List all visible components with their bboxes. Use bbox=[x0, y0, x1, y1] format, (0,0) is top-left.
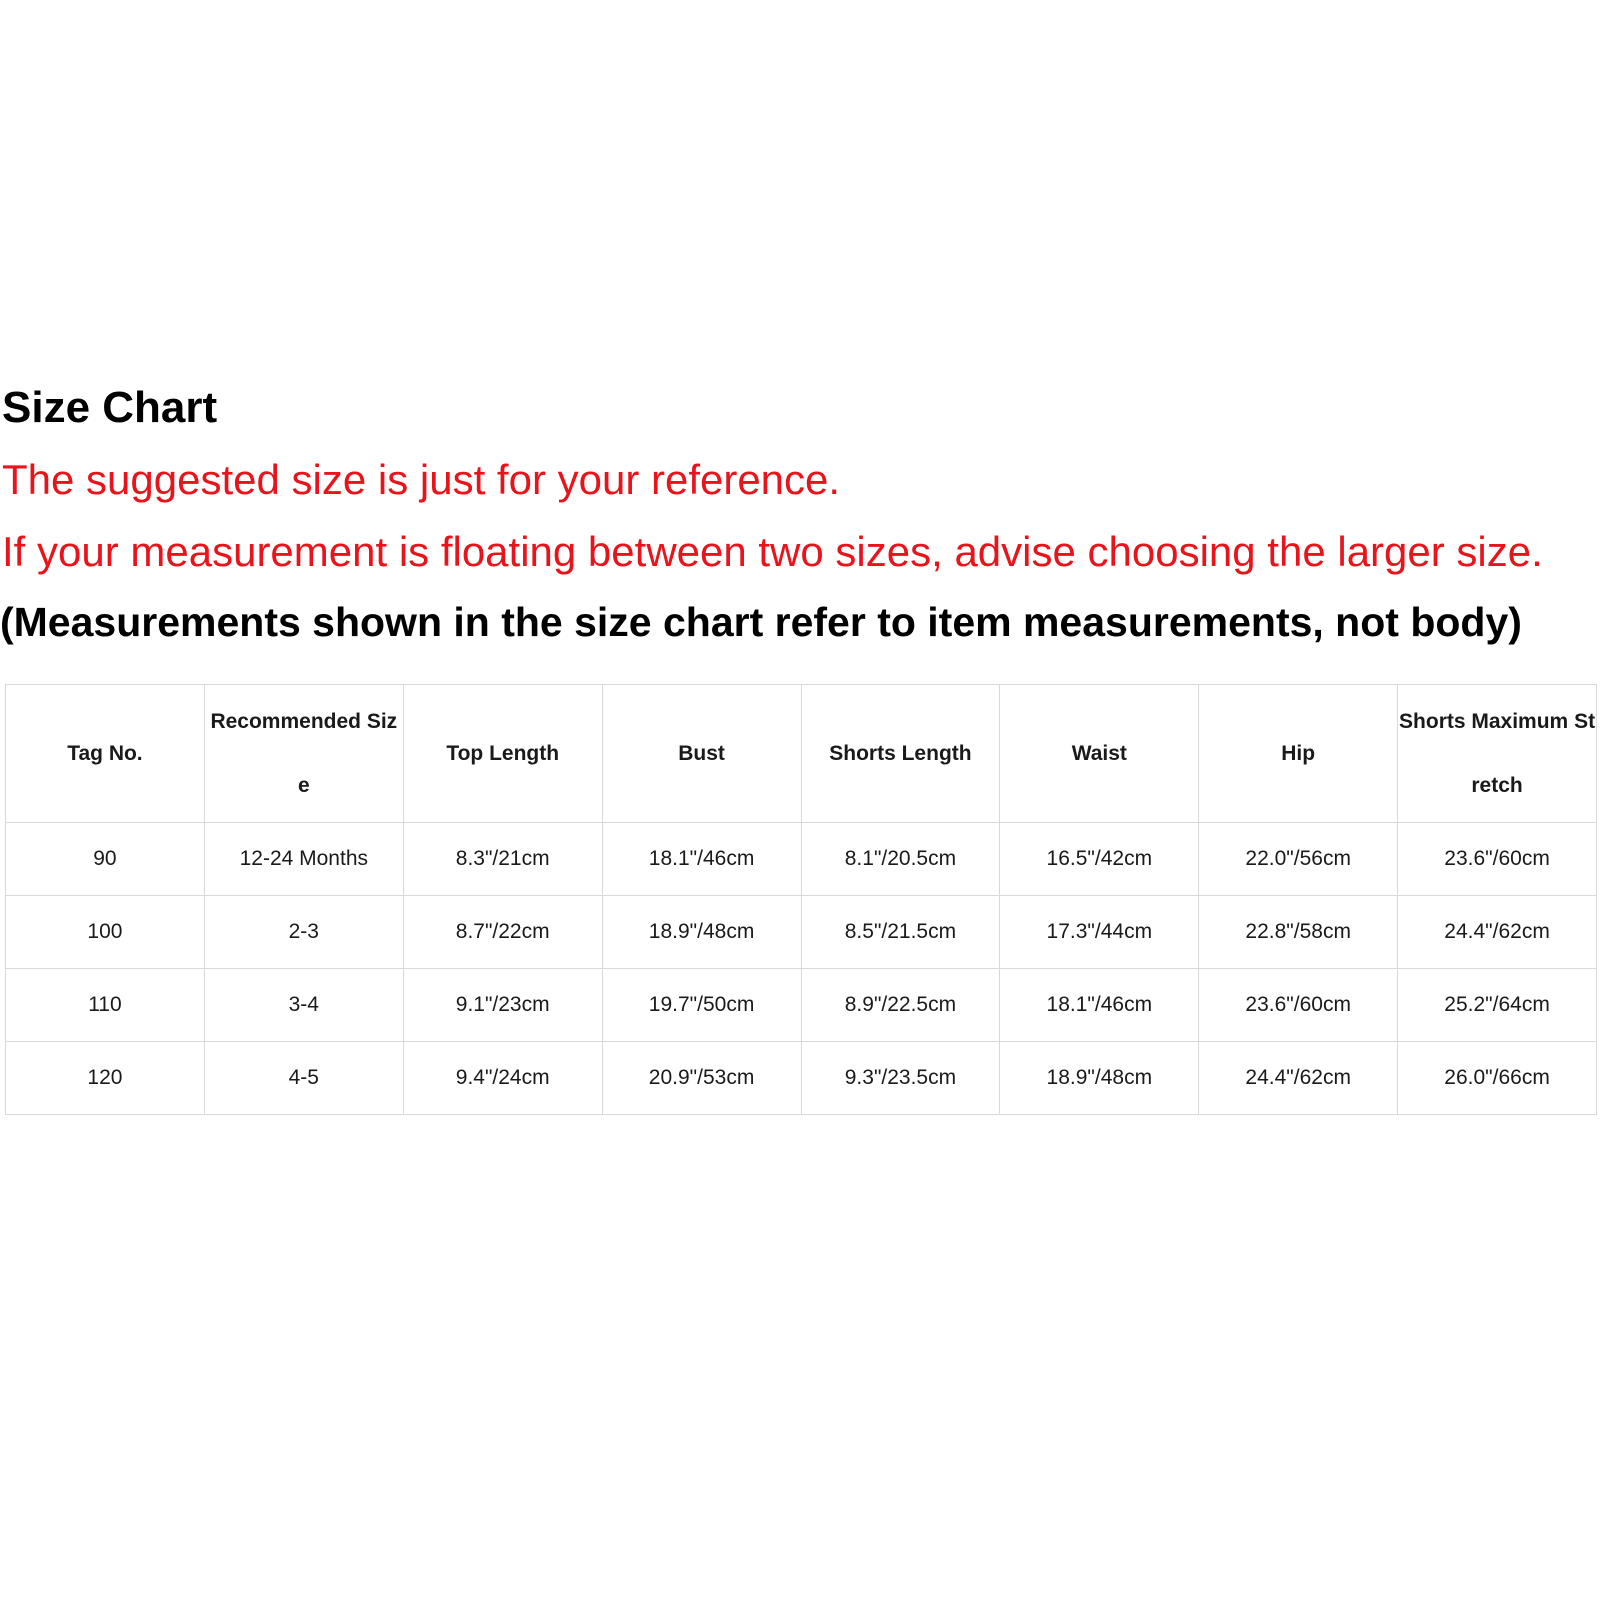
table-cell: 18.9"/48cm bbox=[602, 896, 801, 969]
reference-note: The suggested size is just for your reference. bbox=[2, 456, 841, 503]
sizing-advice-note: If your measurement is floating between two sizes, advise choosing the larger size. bbox=[2, 528, 1543, 575]
table-cell: 22.8"/58cm bbox=[1199, 896, 1398, 969]
header-top-length: Top Length bbox=[403, 685, 602, 823]
table-cell: 26.0"/66cm bbox=[1398, 1042, 1597, 1115]
table-cell: 24.4"/62cm bbox=[1199, 1042, 1398, 1115]
table-cell: 22.0"/56cm bbox=[1199, 823, 1398, 896]
table-cell: 16.5"/42cm bbox=[1000, 823, 1199, 896]
header-waist: Waist bbox=[1000, 685, 1199, 823]
table-cell: 19.7"/50cm bbox=[602, 969, 801, 1042]
header-recommended-size: Recommended Size bbox=[204, 685, 403, 823]
table-cell: 20.9"/53cm bbox=[602, 1042, 801, 1115]
table-row bbox=[6, 896, 1597, 969]
table-cell: 18.9"/48cm bbox=[1000, 1042, 1199, 1115]
table-cell: 9.3"/23.5cm bbox=[801, 1042, 1000, 1115]
table-cell: 25.2"/64cm bbox=[1398, 969, 1597, 1042]
table-row bbox=[6, 1042, 1597, 1115]
table-cell: 90 bbox=[6, 823, 205, 896]
header-tag-no: Tag No. bbox=[6, 685, 205, 823]
table-cell: 23.6"/60cm bbox=[1398, 823, 1597, 896]
table-cell: 18.1"/46cm bbox=[602, 823, 801, 896]
table-cell: 120 bbox=[6, 1042, 205, 1115]
table-row bbox=[6, 969, 1597, 1042]
table-cell: 17.3"/44cm bbox=[1000, 896, 1199, 969]
table-row bbox=[6, 823, 1597, 896]
table-cell: 8.1"/20.5cm bbox=[801, 823, 1000, 896]
table-cell: 8.5"/21.5cm bbox=[801, 896, 1000, 969]
table-cell: 8.3"/21cm bbox=[403, 823, 602, 896]
table-cell: 12-24 Months bbox=[204, 823, 403, 896]
table-cell: 100 bbox=[6, 896, 205, 969]
table-cell: 3-4 bbox=[204, 969, 403, 1042]
table-cell: 4-5 bbox=[204, 1042, 403, 1115]
size-table bbox=[5, 684, 1597, 1115]
header-hip: Hip bbox=[1199, 685, 1398, 823]
header-shorts-max-stretch: Shorts Maximum Stretch bbox=[1398, 685, 1597, 823]
table-cell: 2-3 bbox=[204, 896, 403, 969]
table-cell: 8.9"/22.5cm bbox=[801, 969, 1000, 1042]
table-cell: 23.6"/60cm bbox=[1199, 969, 1398, 1042]
table-cell: 24.4"/62cm bbox=[1398, 896, 1597, 969]
table-cell: 110 bbox=[6, 969, 205, 1042]
table-header-row bbox=[6, 685, 1597, 823]
table-cell: 9.1"/23cm bbox=[403, 969, 602, 1042]
header-bust: Bust bbox=[602, 685, 801, 823]
page-title: Size Chart bbox=[2, 383, 218, 432]
table-cell: 8.7"/22cm bbox=[403, 896, 602, 969]
header-shorts-length: Shorts Length bbox=[801, 685, 1000, 823]
table-cell: 9.4"/24cm bbox=[403, 1042, 602, 1115]
table-cell: 18.1"/46cm bbox=[1000, 969, 1199, 1042]
measurement-disclaimer: (Measurements shown in the size chart refer to item measurements, not body) bbox=[0, 599, 1522, 645]
